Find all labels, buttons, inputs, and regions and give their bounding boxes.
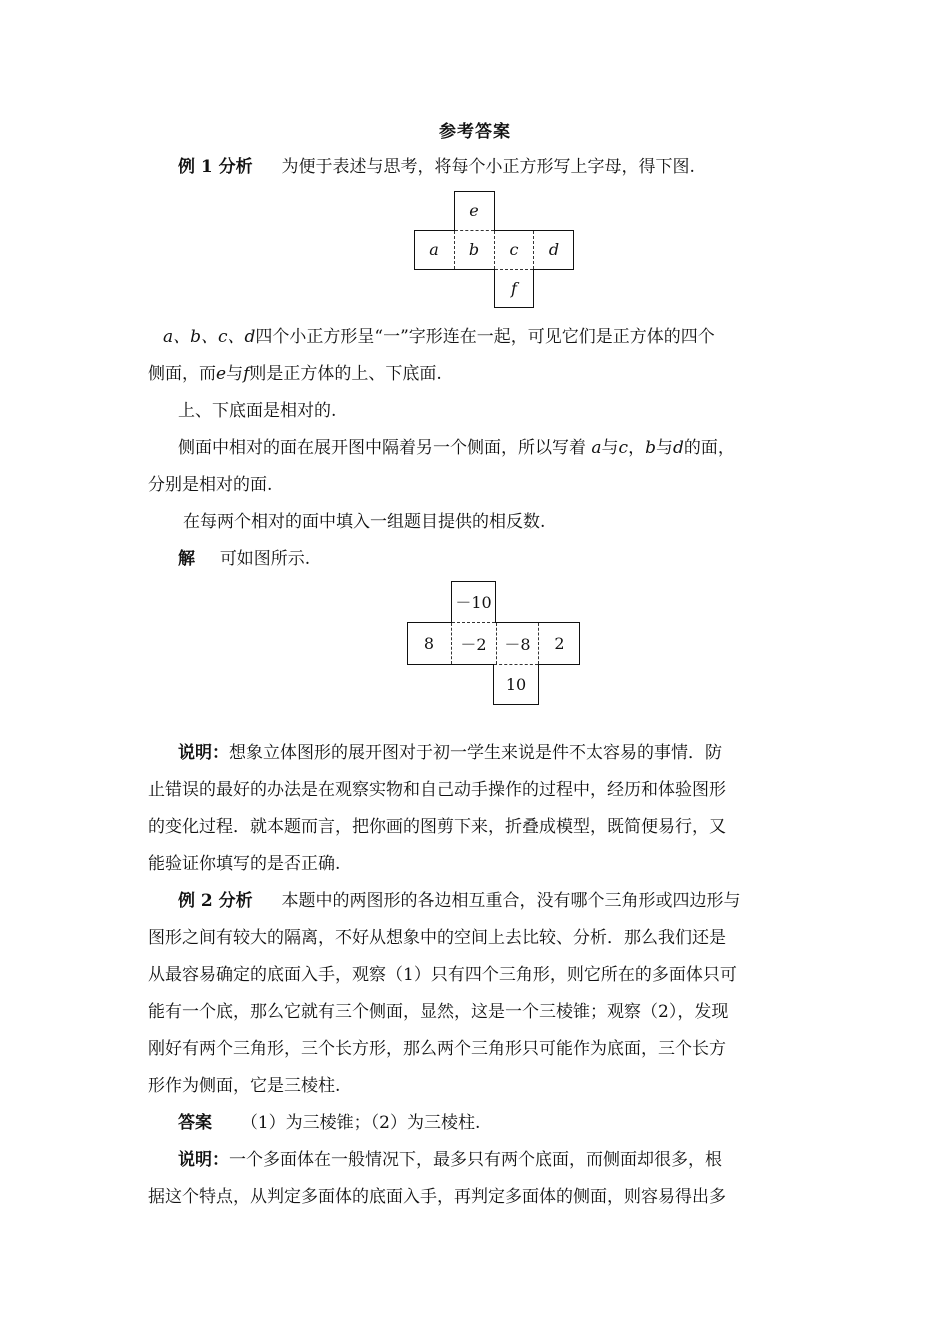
example-2-line-1: 例 2 分析 本题中的两图形的各边相互重合，没有哪个三角形或四边形与 <box>178 891 741 911</box>
note-1-line-3: 的变化过程．就本题而言，把你画的图剪下来，折叠成模型，既简便易行，又 <box>148 817 726 837</box>
paragraph-1-line-1: a、b、c、d四个小正方形呈“一”字形连在一起，可见它们是正方体的四个 <box>163 327 715 347</box>
note-1-line-1: 说明：想象立体图形的展开图对于初一学生来说是件不太容易的事情．防 <box>178 743 722 763</box>
answer: 答案 （1）为三棱锥；（2）为三棱柱. <box>178 1113 481 1133</box>
paragraph-4: 在每两个相对的面中填入一组题目提供的相反数. <box>183 512 546 532</box>
net1-face-top: e <box>469 201 479 220</box>
page-title: 参考答案 <box>439 122 511 142</box>
net1-face-bottom: f <box>511 279 517 298</box>
example-2-line-4: 能有一个底，那么它就有三个侧面，显然，这是一个三棱锥；观察（2），发现 <box>148 1002 729 1022</box>
example-1-text: 为便于表述与思考，将每个小正方形写上字母，得下图. <box>281 157 695 177</box>
net2-face-b: －2 <box>460 634 487 654</box>
net2-face-c: －8 <box>504 634 531 654</box>
solution: 解 可如图所示. <box>178 549 311 569</box>
net1-face-b: b <box>468 240 480 259</box>
paragraph-3-line-2: 分别是相对的面. <box>148 475 273 495</box>
note-1-line-2: 止错误的最好的办法是在观察实物和自己动手操作的过程中，经历和体验图形 <box>148 780 726 800</box>
net2-face-bottom: 10 <box>505 675 527 694</box>
net2-face-d: 2 <box>554 633 565 653</box>
example-2-line-2: 图形之间有较大的隔离，不好从想象中的空间上去比较、分析．那么我们还是 <box>148 928 726 948</box>
example-1-label: 例 1 分析 <box>178 157 253 177</box>
net1-face-d: d <box>548 240 560 259</box>
net2-face-top: －10 <box>455 593 492 612</box>
paragraph-3-line-1: 侧面中相对的面在展开图中隔着另一个侧面，所以写着 a与c，b与d的面， <box>178 438 735 458</box>
note-1-line-4: 能验证你填写的是否正确. <box>148 854 341 874</box>
note-2-line-2: 据这个特点，从判定多面体的底面入手，再判定多面体的侧面，则容易得出多 <box>148 1187 726 1207</box>
net1-face-a: a <box>429 240 439 259</box>
cube-net-letters <box>414 191 574 308</box>
net2-face-a: 8 <box>423 633 435 653</box>
example-2-line-5: 刚好有两个三角形，三个长方形，那么两个三角形只可能作为底面，三个长方 <box>148 1039 726 1059</box>
example-2-line-6: 形作为侧面，它是三棱柱. <box>148 1076 341 1096</box>
note-2-line-1: 说明：一个多面体在一般情况下，最多只有两个底面，而侧面却很多，根 <box>178 1150 722 1170</box>
example-1-analysis <box>178 155 858 179</box>
paragraph-2: 上、下底面是相对的. <box>178 401 337 421</box>
cube-net-numbers <box>407 581 580 705</box>
net1-face-c: c <box>509 240 519 259</box>
paragraph-1-line-2: 侧面，而e与f则是正方体的上、下底面. <box>148 364 442 384</box>
example-2-line-3: 从最容易确定的底面入手，观察（1）只有四个三角形，则它所在的多面体只可 <box>148 965 737 985</box>
